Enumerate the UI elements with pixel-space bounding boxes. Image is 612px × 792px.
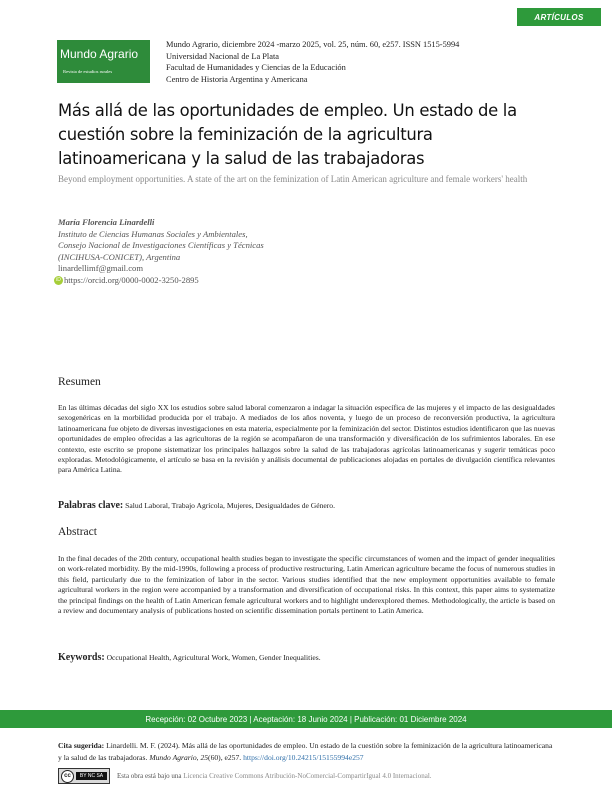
palabras-clave-values: Salud Laboral, Trabajo Agrícola, Mujeres, Desigualdades de Género. <box>125 501 336 510</box>
suggested-citation <box>58 740 558 763</box>
doi-link[interactable]: https://doi.org/10.24215/15155994e257 <box>243 752 364 762</box>
cc-by-nc-sa-icon: BY NC SA <box>76 772 107 780</box>
palabras-clave-label: Palabras clave: <box>58 500 124 511</box>
orcid-icon: iD <box>54 276 63 285</box>
section-badge: ARTÍCULOS <box>517 8 601 26</box>
cc-icon: cc <box>61 770 74 783</box>
cc-license-badge[interactable] <box>58 768 110 784</box>
orcid-link[interactable] <box>58 275 264 287</box>
logo-subtitle: Revista de estudios rurales <box>63 69 113 74</box>
license-link[interactable]: Licencia Creative Commons Atribución-NoComercial-CompartirIgual 4.0 Internacional. <box>183 772 432 780</box>
keywords-values: Occupational Health, Agricultural Work, Women, Gender Inequalities. <box>106 653 321 662</box>
citation-volume: 25 <box>200 752 209 762</box>
author-affiliation-1: Instituto de Ciencias Humanas Sociales y Ambientales, <box>58 228 248 239</box>
palabras-clave <box>58 500 558 511</box>
journal-info <box>166 39 459 85</box>
author-block <box>58 217 264 286</box>
keywords-label: Keywords: <box>58 652 105 663</box>
abstract-text: In the final decades of the 20th century, occupational health studies began to investigate the specific circumstances of women and the impact of gender inequalities on work-related morbidity. By the mid-1990s, following a process of productive restructuring, Latin American agriculture became the focus of numerous studies in this field, particularly due to the feminization of labor in the sector. Various studies identified that the new employment opportunities available to female agricultural workers in the region were accompanied by a transformation and diversification of occupational risks. In this context, this paper aims to systematize the principal findings on the health of Latin American female agricultural workers and to highlight underexplored themes. Methodologically, the article is based on a review and documentary analysis of publications hosted on scientific dissemination portals pertinent to Latin America. <box>58 554 555 616</box>
logo-title: Mundo Agrario <box>60 47 139 61</box>
author-name: María Florencia Linardelli <box>58 217 155 227</box>
citation-text: Linardelli. M. F. (2024). Más allá de las oportunidades de empleo. Un estado de la cuestión sobre la feminización de la agricultura latinoamericana y la salud de las trabajadoras. <box>58 741 553 762</box>
license-note <box>117 772 432 780</box>
article-subtitle: Beyond employment opportunities. A state of the art on the feminization of Latin American agriculture and female workers' health <box>58 174 528 184</box>
journal-logo <box>57 40 150 83</box>
keywords <box>58 652 558 663</box>
journal-center: Centro de Historia Argentina y Americana <box>166 74 308 84</box>
abstract-heading: Abstract <box>58 526 97 538</box>
author-affiliation-2: Consejo Nacional de Investigaciones Científicas y Técnicas <box>58 240 264 250</box>
citation-label: Cita sugerida: <box>58 741 105 750</box>
dates-band: Recepción: 02 Octubre 2023 | Aceptación: 18 Junio 2024 | Publicación: 01 Diciembre 2024 <box>0 710 612 728</box>
resumen-text: En las últimas décadas del siglo XX los estudios sobre salud laboral comenzaron a indagar la situación específica de las mujeres y el impacto de las desigualdades sexogenéricas en la morbilidad producida por el trabajo. A mediados de los años noventa, y luego de un proceso de reconversión productiva, la agricultura latinoamericana fue objeto de diversas investigaciones en esta materia, especialmente por la feminización del sector. Distintos estudios identificaron que las nuevas oportunidades de empleo ofrecidas a las agricultoras de la región se acompañaron de una transformación y diversificación de los sufrimientos laborales. En ese contexto, este escrito se propone sistematizar los principales hallazgos sobre la salud de las trabajadoras agrícolas latinoamericanas y sugerir temáticas poco exploradas. Metodológicamente, el artículo se basa en la revisión y análisis documental de publicaciones alojadas en portales de divulgación científica relevantes para América Latina. <box>58 403 555 475</box>
author-email[interactable]: linardellimf@gmail.com <box>58 263 143 273</box>
citation-rest: (60), e257. <box>208 752 242 762</box>
author-affiliation-3: (INCIHUSA-CONICET), Argentina <box>58 251 181 262</box>
journal-faculty: Facultad de Humanidades y Ciencias de la Educación <box>166 63 346 72</box>
license-prefix: Esta obra está bajo una <box>117 772 182 780</box>
article-title: Más allá de las oportunidades de empleo. Un estado de la cuestión sobre la feminización de la agricultura latinoamericana y la salud de las trabajadoras <box>58 101 517 168</box>
journal-university: Universidad Nacional de La Plata <box>166 51 280 61</box>
journal-issue: Mundo Agrario, diciembre 2024 -marzo 2025, vol. 25, núm. 60, e257. ISSN 1515-5994 <box>166 40 460 49</box>
citation-journal: Mundo Agrario, <box>149 752 199 762</box>
orcid-url[interactable]: https://orcid.org/0000-0002-3250-2895 <box>64 274 199 285</box>
resumen-heading: Resumen <box>58 376 101 388</box>
